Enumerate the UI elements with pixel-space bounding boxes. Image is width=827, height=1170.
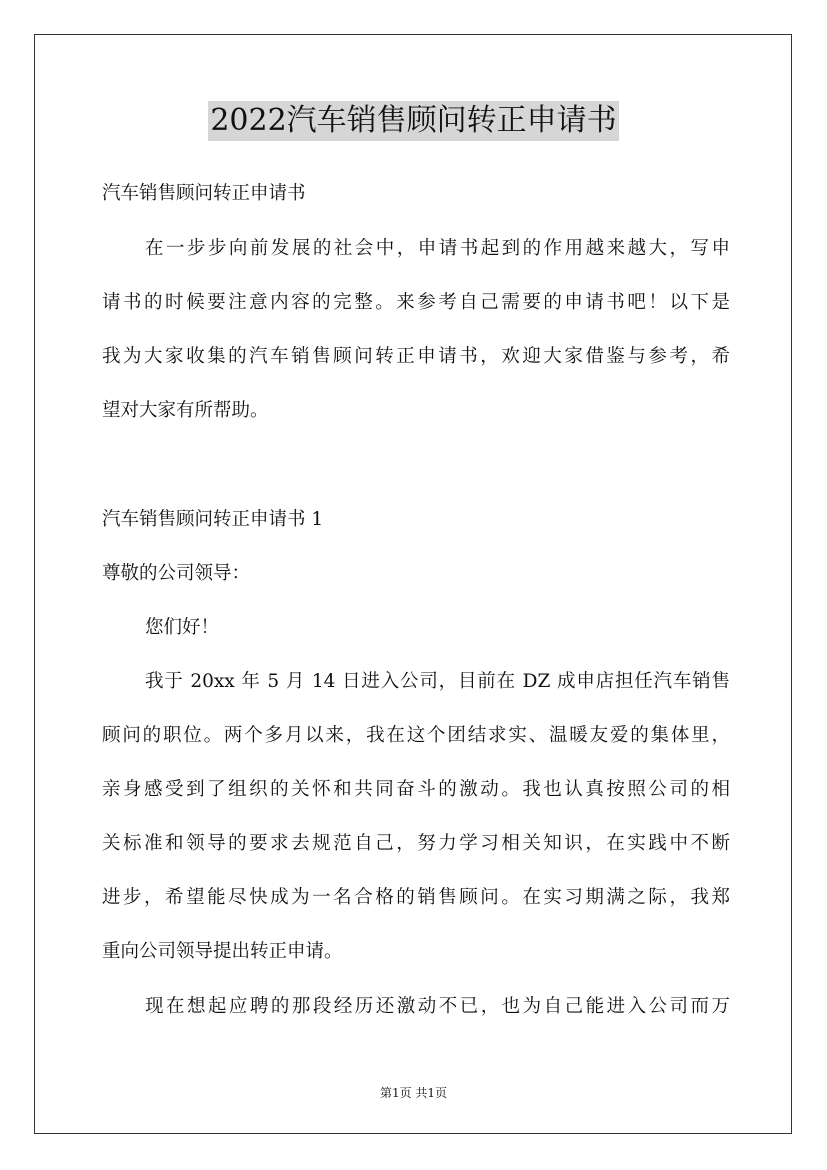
paragraph-line: 现在想起应聘的那段经历还激动不已，也为自己能进入公司而万: [145, 996, 730, 1017]
subtitle-line: 汽车销售顾问转正申请书: [102, 183, 306, 204]
paragraph-line: 请书的时候要注意内容的完整。来参考自己需要的申请书吧！以下是: [102, 292, 730, 313]
title-container: [0, 101, 827, 141]
paragraph-line: 关标准和领导的要求去规范自己，努力学习相关知识，在实践中不断: [102, 833, 730, 854]
document-title: 2022汽车销售顾问转正申请书: [208, 101, 618, 141]
paragraph-line: 重向公司领导提出转正申请。: [102, 941, 343, 962]
section-heading: 汽车销售顾问转正申请书 1: [102, 509, 324, 530]
page-footer: 第1页 共1页: [379, 1086, 448, 1100]
paragraph-line: 亲身感受到了组织的关怀和共同奋斗的激动。我也认真按照公司的相: [102, 779, 730, 800]
paragraph-line: 进步，希望能尽快成为一名合格的销售顾问。在实习期满之际，我郑: [102, 887, 730, 908]
greeting: 您们好！: [145, 617, 220, 638]
paragraph-line: 我为大家收集的汽车销售顾问转正申请书，欢迎大家借鉴与参考，希: [102, 346, 730, 367]
paragraph-line: 望对大家有所帮助。: [102, 400, 269, 421]
paragraph-line: 在一步步向前发展的社会中，申请书起到的作用越来越大，写申: [145, 238, 730, 259]
paragraph-line: 顾问的职位。两个多月以来，我在这个团结求实、温暖友爱的集体里，: [102, 725, 730, 746]
paragraph-line: 我于 20xx 年 5 月 14 日进入公司，目前在 DZ 成申店担任汽车销售: [145, 671, 730, 692]
salutation: 尊敬的公司领导：: [102, 563, 251, 584]
